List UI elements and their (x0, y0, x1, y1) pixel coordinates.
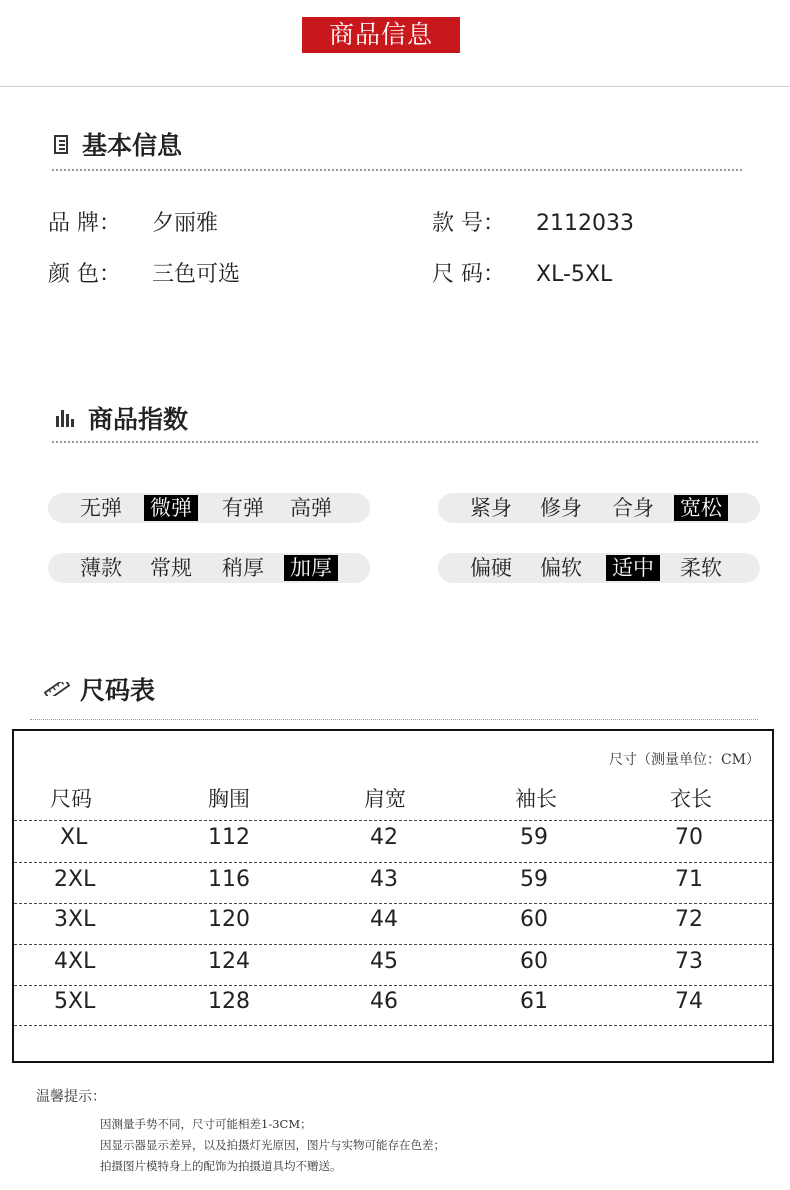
ruler-icon (44, 682, 70, 696)
unit-note: 尺寸（测量单位：CM） (608, 752, 760, 768)
scale-option: 微弹 (144, 495, 198, 521)
scale-option: 薄款 (80, 556, 122, 580)
scale-option: 偏软 (540, 556, 582, 580)
table-cell: 44 (370, 907, 398, 932)
basic-info-heading (54, 126, 182, 162)
table-cell: 59 (520, 867, 548, 892)
field-label: 尺 码： (432, 262, 505, 287)
tip-line: 因测量手势不同，尺寸可能相差1-3CM； (100, 1117, 312, 1131)
scale-option: 修身 (540, 496, 582, 520)
col-header-shoulder: 肩宽 (364, 787, 406, 811)
field-value: 三色可选 (152, 262, 241, 287)
field-label: 品 牌： (48, 211, 121, 236)
table-cell: 43 (370, 867, 398, 892)
col-header-size: 尺码 (50, 787, 92, 811)
tip-line: 因显示器显示差异，以及拍摄灯光原因，图片与实物可能存在色差； (100, 1138, 445, 1152)
fit-scale (438, 493, 760, 523)
field-value: 2112033 (536, 211, 634, 236)
table-cell: 128 (208, 989, 250, 1014)
table-cell: 60 (520, 907, 548, 932)
warm-tips (36, 1086, 445, 1177)
table-cell: 124 (208, 949, 250, 974)
elasticity-scale (48, 493, 370, 523)
table-cell: 120 (208, 907, 250, 932)
table-cell: 72 (675, 907, 703, 932)
col-header-chest: 胸围 (208, 787, 250, 811)
scale-option: 常规 (150, 556, 192, 580)
size-chart-heading (44, 671, 155, 707)
table-cell: 46 (370, 989, 398, 1014)
table-cell: 4XL (54, 949, 96, 974)
document-icon (54, 135, 68, 154)
scale-option: 柔软 (680, 556, 722, 580)
table-cell: 112 (208, 825, 250, 850)
field-brand (48, 206, 218, 237)
scale-option: 无弹 (80, 496, 122, 520)
table-cell: 45 (370, 949, 398, 974)
table-cell: XL (60, 825, 88, 850)
softness-scale (438, 553, 760, 583)
scale-option: 有弹 (222, 496, 264, 520)
table-cell: 70 (675, 825, 703, 850)
row-divider (14, 1025, 772, 1026)
dotted-divider (30, 719, 758, 720)
dotted-divider (52, 441, 758, 443)
row-divider (14, 944, 772, 945)
dotted-divider (52, 169, 742, 171)
bar-chart-icon (56, 410, 76, 427)
table-cell: 3XL (54, 907, 96, 932)
row-divider (14, 820, 772, 821)
field-value: XL-5XL (536, 262, 613, 287)
table-cell: 2XL (54, 867, 96, 892)
table-cell: 5XL (54, 989, 96, 1014)
scale-option: 适中 (606, 555, 660, 581)
table-cell: 59 (520, 825, 548, 850)
field-style-no (432, 206, 634, 237)
thickness-scale (48, 553, 370, 583)
table-cell: 60 (520, 949, 548, 974)
divider (0, 86, 790, 87)
field-size (432, 257, 612, 288)
product-index-title: 商品指数 (88, 405, 189, 434)
table-cell: 116 (208, 867, 250, 892)
basic-info-title: 基本信息 (82, 131, 183, 160)
page-banner: 商品信息 (302, 17, 460, 53)
col-header-sleeve: 袖长 (515, 787, 557, 811)
size-table (12, 729, 774, 1063)
field-label: 款 号： (432, 211, 505, 236)
row-divider (14, 985, 772, 986)
scale-option: 宽松 (674, 495, 728, 521)
scale-option: 稍厚 (222, 556, 264, 580)
row-divider (14, 903, 772, 904)
table-cell: 74 (675, 989, 703, 1014)
scale-option: 紧身 (470, 496, 512, 520)
product-index-heading (56, 400, 188, 436)
scale-option: 偏硬 (470, 556, 512, 580)
tip-line: 拍摄图片模特身上的配饰为拍摄道具均不赠送。 (100, 1159, 342, 1173)
field-color (48, 257, 240, 288)
size-chart-title: 尺码表 (80, 676, 156, 705)
table-cell: 71 (675, 867, 703, 892)
table-cell: 73 (675, 949, 703, 974)
scale-option: 高弹 (290, 496, 332, 520)
table-cell: 42 (370, 825, 398, 850)
field-value: 夕丽雅 (152, 211, 219, 236)
warm-tips-title: 温馨提示： (36, 1089, 106, 1105)
scale-option: 加厚 (284, 555, 338, 581)
field-label: 颜 色： (48, 262, 121, 287)
table-cell: 61 (520, 989, 548, 1014)
col-header-length: 衣长 (670, 787, 712, 811)
row-divider (14, 862, 772, 863)
scale-option: 合身 (612, 496, 654, 520)
